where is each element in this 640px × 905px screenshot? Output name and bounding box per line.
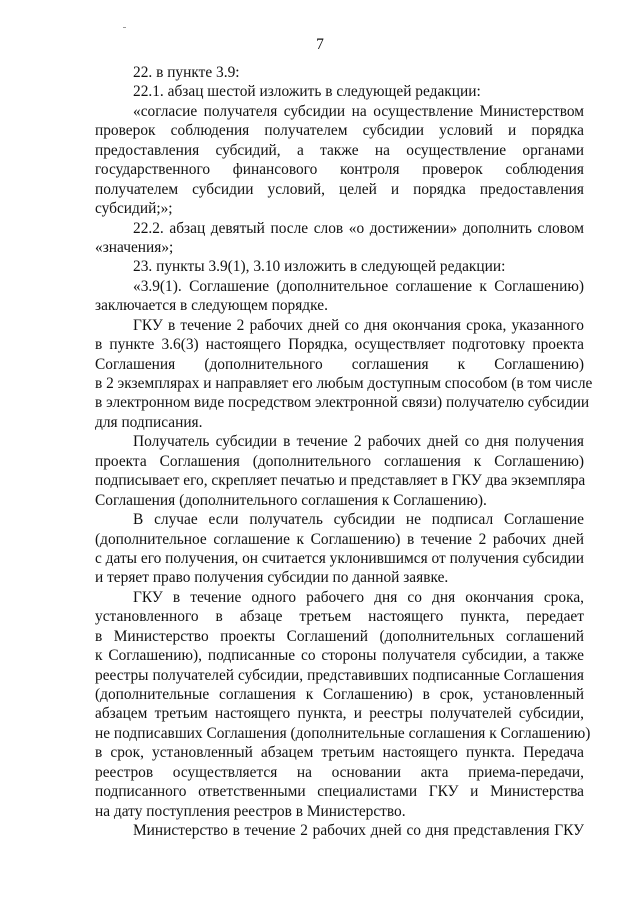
text-line: в Министерство проекты Соглашений (дополнительных соглашений	[95, 627, 584, 645]
text-line: в срок, установленный абзацем третьим настоящего пункта. Передача	[95, 744, 584, 762]
scan-artifact	[123, 27, 126, 28]
text-line: Получатель субсидии в течение 2 рабочих дней со дня получения	[133, 433, 584, 451]
text-line: абзацем третьим настоящего пункта, и реестры получателей субсидии,	[95, 705, 584, 723]
text-line: и теряет право получения субсидии по данной заявке.	[95, 569, 449, 587]
paragraph	[95, 588, 591, 821]
text-line: субсидий;»;	[95, 200, 173, 218]
text-line: государственного финансового контроля проверок соблюдения	[95, 161, 584, 179]
paragraph	[95, 102, 584, 219]
text-line: 22.2. абзац девятый после слов «о достижении» дополнить словом	[133, 219, 584, 237]
paragraph	[95, 219, 584, 258]
text-line: Соглашения (дополнительного соглашения к Соглашению).	[95, 491, 487, 509]
text-line: заключается в следующем порядке.	[95, 297, 328, 315]
paragraph	[95, 277, 584, 316]
text-line: (дополнительные соглашения к Соглашению) в срок, установленный	[95, 686, 584, 703]
text-line: с даты его получения, он считается уклонившимся от получения субсидии	[95, 549, 584, 567]
page-number: 7	[316, 36, 324, 53]
text-line: не подписавших Соглашения (дополнительные соглашения к Соглашению)	[95, 724, 591, 742]
text-line: предоставления субсидий, а также на осуществление органами	[95, 141, 584, 159]
text-line: (дополнительное соглашение к Соглашению) в течение 2 рабочих дней	[95, 530, 584, 548]
text-line: проверок соблюдения получателем субсидии условий и порядка	[95, 122, 584, 140]
paragraph	[95, 257, 584, 276]
text-line: 22.1. абзац шестой изложить в следующей редакции:	[133, 83, 481, 101]
text-line: Соглашения (дополнительного соглашения к Соглашению)	[95, 355, 584, 373]
text-line: 23. пункты 3.9(1), 3.10 изложить в следующей редакции:	[133, 258, 506, 276]
text-line: реестры получателей субсидии, представивших подписанные Соглашения	[95, 666, 584, 684]
text-line: подписанного ответственными специалистами ГКУ и Министерства	[95, 783, 584, 801]
paragraph	[95, 63, 584, 82]
text-line: Министерство в течение 2 рабочих дней со дня представления ГКУ	[133, 822, 584, 840]
text-line: подписывает его, скрепляет печатью и представляет в ГКУ два экземпляра	[95, 472, 586, 490]
text-line: в электронном виде посредством электронной связи) получателю субсидии	[95, 394, 590, 412]
paragraph	[95, 432, 584, 510]
paragraph	[95, 316, 593, 433]
text-line: В случае если получатель субсидии не подписал Соглашение	[133, 511, 584, 529]
text-line: реестров осуществляется на основании акта приема-передачи,	[95, 763, 584, 781]
text-line: в пункте 3.6(3) настоящего Порядка, осуществляет подготовку проекта	[95, 336, 584, 354]
text-line: в 2 экземплярах и направляет его любым доступным способом (в том числе	[95, 375, 593, 392]
text-line: на дату поступления реестров в Министерство.	[95, 802, 406, 820]
text-line: ГКУ в течение 2 рабочих дней со дня окончания срока, указанного	[133, 316, 584, 334]
paragraph	[95, 82, 584, 101]
text-line: «согласие получателя субсидии на осуществление Министерством	[133, 102, 584, 120]
text-line: получателем субсидии условий, целей и порядка предоставления	[95, 180, 584, 198]
paragraph	[95, 510, 584, 588]
text-line: «3.9(1). Соглашение (дополнительное соглашение к Соглашению)	[133, 277, 584, 295]
text-line: для подписания.	[95, 413, 203, 431]
text-line: «значения»;	[95, 238, 174, 256]
document-body	[95, 63, 593, 841]
paragraph	[95, 821, 584, 840]
text-line: установленного в абзаце третьем настоящего пункта, передает	[95, 608, 584, 626]
text-line: ГКУ в течение одного рабочего дня со дня окончания срока,	[133, 588, 584, 606]
text-line: 22. в пункте 3.9:	[133, 64, 240, 81]
text-line: к Соглашению), подписанные со стороны получателя субсидии, а также	[95, 647, 584, 665]
text-line: проекта Соглашения (дополнительного соглашения к Соглашению)	[95, 452, 584, 470]
